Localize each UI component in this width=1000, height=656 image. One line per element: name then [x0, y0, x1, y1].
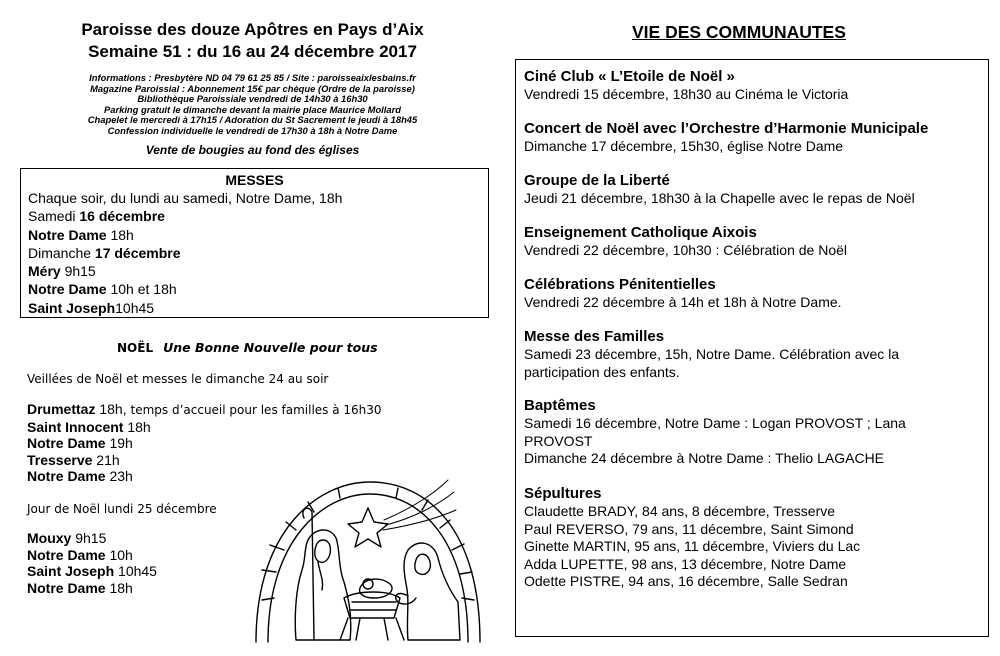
section-title: Enseignement Catholique Aixois: [524, 224, 757, 241]
mass-line: Méry 9h15: [28, 263, 96, 280]
section-line: Vendredi 22 décembre, 10h30 : Célébration de Noël: [524, 242, 847, 258]
section-line: Samedi 23 décembre, 15h, Notre Dame. Célébration avec la participation des enfants.: [524, 346, 900, 380]
funeral-entry: Paul REVERSO, 79 ans, 11 décembre, Saint Simond: [524, 520, 854, 537]
mass-line: Chaque soir, du lundi au samedi, Notre Dame, 18h: [28, 190, 343, 206]
info-line: Informations : Presbytère ND 04 79 61 25 85 / Site : paroisseaixlesbains.fr: [89, 72, 416, 83]
schedule-line: Mouxy 9h15: [27, 530, 107, 546]
section-line: Jeudi 21 décembre, 18h30 à la Chapelle avec le repas de Noël: [524, 190, 915, 206]
masses-title: MESSES: [225, 172, 284, 188]
section-title: Ciné Club « L’Etoile de Noël »: [524, 68, 735, 85]
christmas-day-schedule: [27, 530, 157, 596]
schedule-line: Notre Dame 18h: [27, 579, 133, 596]
cine-club-section: [524, 67, 984, 104]
schedule-line: Notre Dame 10h: [27, 546, 133, 563]
schedule-line: Saint Innocent 18h: [27, 418, 151, 435]
section-title: Célébrations Pénitentielles: [524, 276, 716, 293]
mass-line: Notre Dame 18h: [28, 226, 134, 243]
penitential-section: [524, 275, 984, 312]
section-line: Vendredi 22 décembre à 14h et 18h à Notre Dame.: [524, 294, 842, 310]
christmas-title: NOËL Une Bonne Nouvelle pour tous: [117, 340, 378, 355]
baptisms-section: [524, 396, 974, 468]
community-life-title: VIE DES COMMUNAUTES: [632, 22, 846, 42]
mass-line: Samedi 16 décembre: [28, 208, 165, 225]
funeral-entry: Odette PISTRE, 94 ans, 16 décembre, Salle Sedran: [524, 573, 848, 589]
section-title: Concert de Noël avec l’Orchestre d’Harmonie Municipale: [524, 120, 929, 137]
parish-title: Paroisse des douze Apôtres en Pays d’Aix: [81, 20, 424, 39]
section-title: Sépultures: [524, 485, 602, 502]
section-line: Dimanche 24 décembre à Notre Dame : Thelio LAGACHE: [524, 450, 885, 466]
family-mass-section: [524, 327, 964, 381]
section-title: Messe des Familles: [524, 328, 665, 345]
info-line: Magazine Paroissial : Abonnement 15€ par chèque (Ordre de la paroisse): [90, 82, 415, 94]
funeral-entry: Claudette BRADY, 84 ans, 8 décembre, Tresserve: [524, 503, 836, 519]
schedule-line: Saint Joseph 10h45: [27, 563, 157, 579]
section-line: Vendredi 15 décembre, 18h30 au Cinéma le Victoria: [524, 86, 849, 102]
funeral-entry: Ginette MARTIN, 95 ans, 11 décembre, Viviers du Lac: [524, 538, 861, 554]
masses-box: [20, 168, 489, 318]
schedule-line: Drumettaz 18h, temps d’accueil pour les familles à 16h30: [27, 401, 382, 417]
week-heading: Semaine 51 : du 16 au 24 décembre 2017: [88, 42, 417, 61]
catholic-education-section: [524, 223, 984, 260]
funeral-entry: Adda LUPETTE, 98 ans, 13 décembre, Notre Dame: [524, 555, 847, 572]
christmas-day-heading: Jour de Noël lundi 25 décembre: [27, 502, 217, 516]
section-title: Groupe de la Liberté: [524, 172, 670, 189]
info-line: Parking gratuit le dimanche devant la mairie place Maurice Mollard: [104, 103, 401, 115]
concert-section: [524, 119, 984, 156]
parish-info: [0, 73, 505, 137]
funerals-section: [524, 484, 984, 591]
mass-line: Notre Dame 10h et 18h: [28, 281, 177, 298]
info-line: Bibliothèque Paroissiale vendredi de 14h30 à 16h30: [137, 93, 368, 105]
section-line: Samedi 16 décembre, Notre Dame : Logan PROVOST ; Lana PROVOST: [524, 415, 906, 449]
nativity-scene-icon: [248, 470, 488, 645]
schedule-line: Notre Dame 23h: [27, 468, 133, 484]
mass-line: Dimanche 17 décembre: [28, 244, 181, 261]
section-title: Baptêmes: [524, 397, 596, 414]
liberty-group-section: [524, 171, 984, 208]
schedule-line: Notre Dame 19h: [27, 435, 133, 451]
mass-line: Saint Joseph10h45: [28, 299, 155, 316]
vigil-heading: Veillées de Noël et messes le dimanche 24 au soir: [27, 372, 329, 386]
schedule-line: Tresserve 21h: [27, 451, 120, 468]
info-line: Chapelet le mercredi à 17h15 / Adoration du St Sacrement le jeudi à 18h45: [87, 114, 418, 126]
section-line: Dimanche 17 décembre, 15h30, église Notre Dame: [524, 138, 844, 154]
candles-note: Vente de bougies au fond des églises: [145, 143, 360, 157]
info-line: Confession individuelle le vendredi de 17h30 à 18h à Notre Dame: [107, 124, 398, 136]
